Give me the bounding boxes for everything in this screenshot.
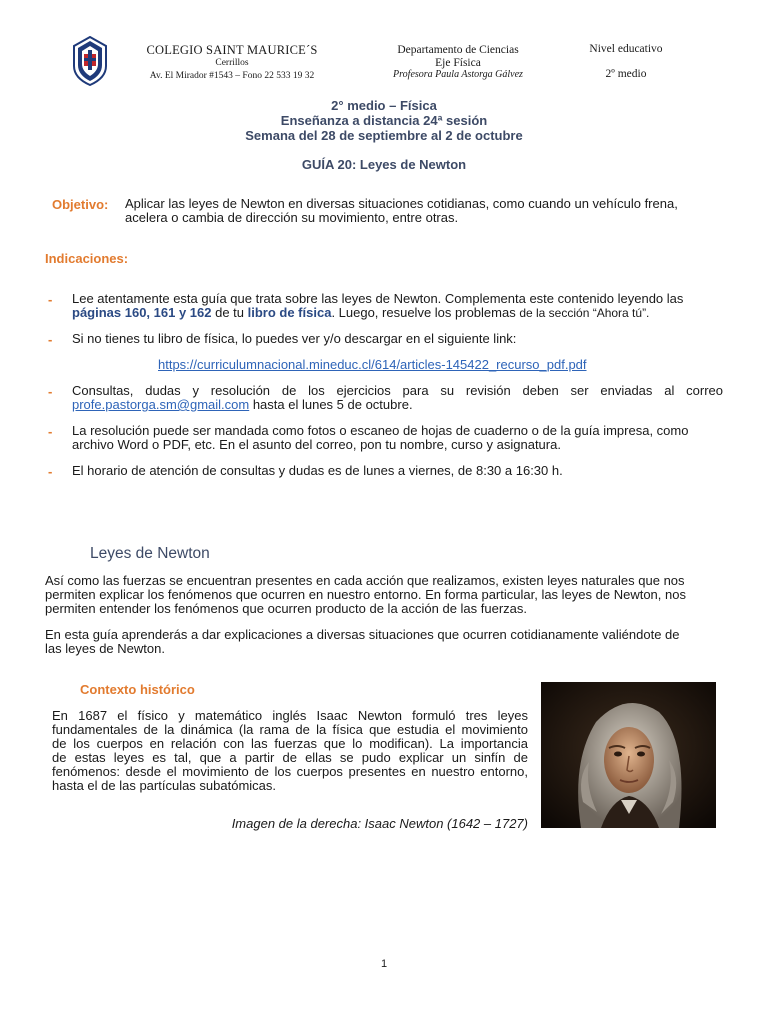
pages-highlight: páginas 160, 161 y 162 bbox=[72, 305, 212, 320]
level-label: Nivel educativo bbox=[589, 43, 663, 55]
school-info bbox=[132, 44, 332, 83]
course-title: 2° medio – Física bbox=[331, 98, 437, 113]
section-heading-context: Contexto histórico bbox=[80, 682, 195, 697]
objective-label: Objetivo: bbox=[52, 197, 109, 212]
bullet-5-marker: - bbox=[48, 464, 53, 479]
laws-paragraph-1-line-2: permiten explicar los fenómenos que ocurren en nuestro entorno. En forma particular, las leyes de Newton, nos bbox=[45, 587, 686, 602]
school-city: Cerrillos bbox=[215, 58, 249, 68]
indications-label: Indicaciones: bbox=[45, 251, 129, 266]
bullet-2-text: Si no tienes tu libro de física, lo puedes ver y/o descargar en el siguiente link: bbox=[72, 331, 517, 346]
bullet-5-text: El horario de atención de consultas y dudas es de lunes a viernes, de 8:30 a 16:30 h. bbox=[72, 463, 563, 478]
session-title: Enseñanza a distancia 24ª sesión bbox=[280, 113, 488, 128]
bullet-1-marker: - bbox=[48, 292, 53, 307]
guide-title: GUÍA 20: Leyes de Newton bbox=[301, 157, 467, 172]
textbook-link[interactable]: https://curriculumnacional.mineduc.cl/614/articles-145422_recurso_pdf.pdf bbox=[158, 357, 587, 372]
laws-paragraph-1-line-1: Así como las fuerzas se encuentran presentes en cada acción que realizamos, existen leyes naturales que nos bbox=[45, 573, 685, 588]
week-title: Semana del 28 de septiembre al 2 de octubre bbox=[245, 128, 523, 143]
laws-paragraph-2-line-2: las leyes de Newton. bbox=[45, 641, 165, 656]
level-value: 2º medio bbox=[605, 68, 647, 80]
department-info bbox=[372, 44, 544, 82]
bullet-1-line-1: Lee atentamente esta guía que trata sobre las leyes de Newton. Complementa este contenido leyendo las bbox=[72, 291, 684, 306]
school-crest-icon bbox=[72, 36, 108, 86]
bullet-3-line-2: profe.pastorga.sm@gmail.com hasta el lunes 5 de octubre. bbox=[72, 397, 413, 412]
school-name: COLEGIO SAINT MAURICE´S bbox=[146, 43, 318, 57]
school-address: Av. El Mirador #1543 – Fono 22 533 19 32 bbox=[149, 71, 315, 81]
bullet-3-marker: - bbox=[48, 384, 53, 399]
context-paragraph: En 1687 el físico y matemático inglés Isaac Newton formuló tres leyes fundamentales de la dinámica (la rama de la física que estudia el movimiento de los cuerpos en relación con las fuerzas que lo modifican). La importancia de estas leyes es tal, que a partir de ellas se pudo explicar un sinfín de fenómenos: desde el movimiento de los cuerpos presentes en nuestro entorno, hasta el de las partículas subatómicas. bbox=[52, 708, 528, 793]
isaac-newton-portrait bbox=[541, 682, 716, 828]
objective-line-1: Aplicar las leyes de Newton en diversas situaciones cotidianas, como cuando un vehículo frena, bbox=[125, 196, 678, 211]
section-heading-laws: Leyes de Newton bbox=[90, 545, 210, 562]
bullet-1-line-2: páginas 160, 161 y 162 de tu libro de física. Luego, resuelve los problemas de la sección “Ahora tú”. bbox=[72, 305, 650, 320]
teacher-name: Profesora Paula Astorga Gálvez bbox=[393, 69, 523, 80]
laws-paragraph-1-line-3: permiten entender los fenómenos que ocurren producto de la acción de las fuerzas. bbox=[45, 601, 528, 616]
bullet-4-marker: - bbox=[48, 424, 53, 439]
bullet-3-line-1: Consultas, dudas y resolución de los ejercicios para su revisión deben ser enviadas al correo bbox=[72, 383, 723, 398]
laws-paragraph-2-line-1: En esta guía aprenderás a dar explicaciones a diversas situaciones que ocurren cotidianamente valiéndote de bbox=[45, 627, 680, 642]
department-axis: Eje Física bbox=[435, 56, 481, 69]
bullet-2-marker: - bbox=[48, 332, 53, 347]
objective-line-2: acelera o cambia de dirección su movimiento, entre otras. bbox=[125, 210, 459, 225]
department-name: Departamento de Ciencias bbox=[397, 44, 519, 56]
book-highlight: libro de física bbox=[247, 305, 332, 320]
page-number: 1 bbox=[380, 958, 388, 970]
portrait-caption: Imagen de la derecha: Isaac Newton (1642 – 1727) bbox=[231, 816, 528, 831]
education-level bbox=[580, 42, 672, 81]
bullet-4-line-2: archivo Word o PDF, etc. En el asunto del correo, pon tu nombre, curso y asignatura. bbox=[72, 437, 561, 452]
teacher-email-link[interactable]: profe.pastorga.sm@gmail.com bbox=[72, 397, 250, 412]
bullet-4-line-1: La resolución puede ser mandada como fotos o escaneo de hojas de cuaderno o de la guía impresa, como bbox=[72, 423, 689, 438]
